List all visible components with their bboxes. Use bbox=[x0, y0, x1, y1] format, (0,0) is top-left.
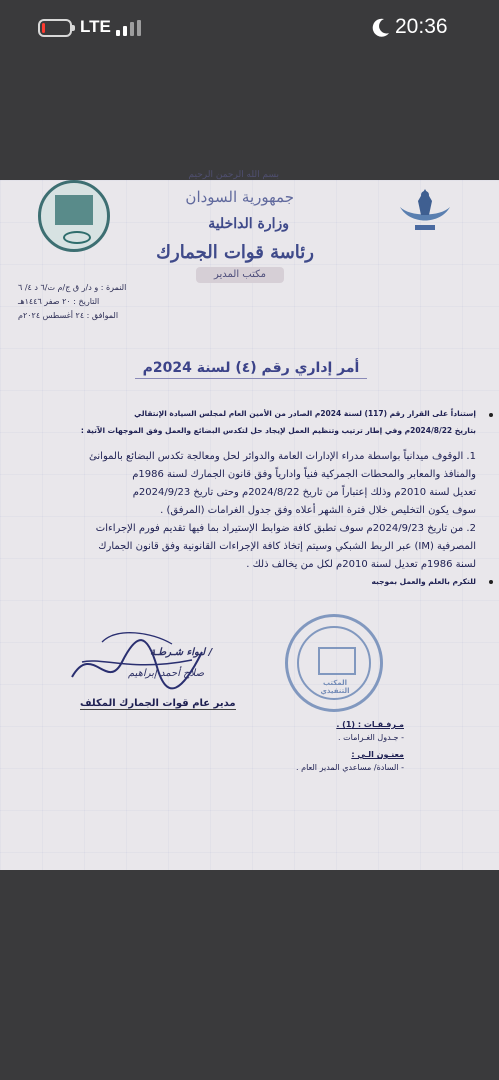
authority-heading: رئاسة قوات الجمارك bbox=[156, 242, 314, 263]
bullet-marker bbox=[489, 580, 493, 584]
item-1-line-3: تعديل لسنة 2010م وذلك إعتباراً من تاريخ 2024/8/22م وحتى تاريخ 2024/9/23م bbox=[132, 487, 476, 498]
clock: 20:36 bbox=[395, 15, 448, 38]
bullet-marker bbox=[489, 413, 493, 417]
item-2-line-3: لسنة 1986م تعديل لسنة 2010م لكل من يخالف ذلك . bbox=[246, 559, 476, 570]
handwritten-signature bbox=[62, 622, 212, 702]
attachment-item: - جـدول الغـرامات . bbox=[338, 733, 404, 742]
cc-label: معنـون الـي : bbox=[351, 750, 404, 759]
intro-line-1: إستناداً على القرار رقم (117) لسنة 2024م الصادر من الأمين العام لمجلس السيادة الإنتقالي bbox=[134, 409, 476, 418]
country-heading: جمهورية السودان bbox=[185, 188, 294, 206]
signatory-rank: لـواء شـرطـة / bbox=[150, 647, 213, 658]
intro-line-2: بتاريخ 2024/8/22م وفي إطار ترتيب وتنظيم العمل لإيجاد حل لتكدس البضائع والعمل وفق الموجهات الآتية : bbox=[80, 426, 476, 435]
document-title: أمر إداري رقم (٤) لسنة 2024م bbox=[135, 360, 367, 379]
document-page bbox=[0, 170, 499, 870]
official-stamp bbox=[285, 614, 383, 712]
closing-line: للتكرم بالعلم والعمل بموجبه bbox=[371, 577, 476, 586]
item-1-line-2: والمنافذ والمعابر والمحطات الجمركية فنياً وادارياً وفق قانون الجمارك لسنة 1986م bbox=[132, 469, 476, 480]
cc-item: - السادة/ مساعدي المدير العام . bbox=[296, 763, 404, 772]
hijri-date: التاريخ : ٢٠ صفر ١٤٤٦هـ bbox=[18, 297, 100, 306]
customs-seal-logo bbox=[38, 180, 110, 252]
moon-icon bbox=[372, 18, 390, 38]
signatory-name: صلاح أحمد إبراهيم bbox=[128, 668, 205, 679]
stamp-label: المكتب التنفيذي bbox=[320, 679, 350, 695]
reference-number: النمرة : و د/ر ق ج/م ت/٦ د ٤/ ٦ bbox=[18, 283, 127, 292]
item-2-line-2: المصرفية (IM) عبر الربط الشبكي وسيتم إتخاذ كافة الإجراءات القانونية وفق قانون الجمارك bbox=[98, 541, 476, 552]
battery-icon bbox=[38, 19, 72, 37]
item-1-line-4: سوف يكون التخليص خلال فترة الشهر أعلاه وفق جدول الغرامات (المرفق) . bbox=[160, 505, 476, 516]
signal-icon bbox=[116, 20, 142, 36]
office-label: مكتب المدير bbox=[196, 267, 284, 283]
signatory-position: مدير عام قوات الجمارك المكلف bbox=[80, 698, 236, 709]
item-1-line-1: 1. الوقوف ميدانياً بواسطة مدراء الإدارات العامة والدوائر لحل ومعالجة تكدس البضائع بالموانئ bbox=[89, 451, 476, 462]
gregorian-date: الموافق : ٢٤ أغسطس ٢٠٢٤م bbox=[18, 311, 119, 320]
network-type: LTE bbox=[80, 17, 111, 36]
sudan-emblem-logo bbox=[395, 185, 455, 237]
ministry-heading: وزارة الداخلية bbox=[208, 216, 289, 232]
item-2-line-1: 2. من تاريخ 2024/9/23م سوف تطبق كافة ضوابط الإستيراد بما فيها تقديم فورم الإجراءات bbox=[95, 523, 476, 534]
attachments-label: مـرفـقـات : (1) . bbox=[336, 720, 404, 729]
status-bar bbox=[0, 0, 499, 60]
basmala: بسم الله الرحمن الرحيم bbox=[188, 170, 279, 180]
